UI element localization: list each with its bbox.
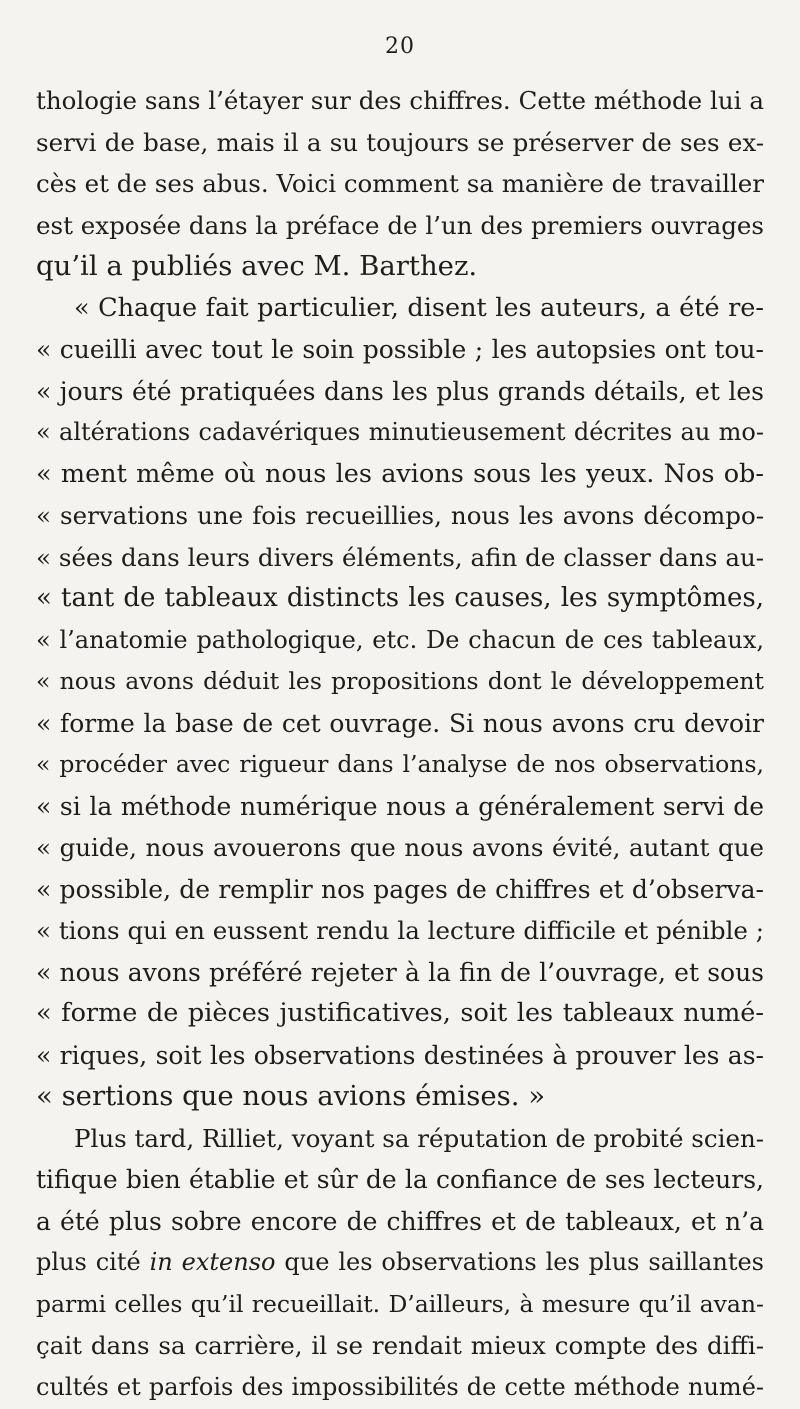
text-line: Plus tard, Rilliet, voyant sa réputation de probité scien- <box>74 1123 764 1153</box>
text-line: servi de base, mais il a su toujours se préserver de ses ex- <box>36 127 764 157</box>
text-line: parmi celles qu’il recueillait. D’ailleurs, à mesure qu’il avan- <box>36 1289 764 1318</box>
page-number: 20 <box>385 34 415 59</box>
text-line: est exposée dans la préface de l’un des premiers ouvrages <box>36 210 764 240</box>
text-line: « riques, soit les observations destinées à prouver les as- <box>36 1040 764 1070</box>
text-line: « guide, nous avouerons que nous avons évité, autant que <box>36 833 764 862</box>
text-line: « tant de tableaux distincts les causes, les symptômes, <box>36 583 764 613</box>
text-line: « forme la base de cet ouvrage. Si nous avons cru devoir <box>36 708 764 738</box>
text-line <box>36 1242 764 1284</box>
text-line: çait dans sa carrière, il se rendait mieux compte des diffi- <box>36 1331 764 1360</box>
text-line: « forme de pièces justificatives, soit les tableaux numé- <box>36 998 764 1028</box>
text-line: « Chaque fait particulier, disent les auteurs, a été re- <box>74 292 764 323</box>
text-line: « jours été pratiquées dans les plus grands détails, et les <box>36 376 764 406</box>
text-line: « procéder avec rigueur dans l’analyse de nos observations, <box>36 750 764 778</box>
text-line: « nous avons préféré rejeter à la fin de l’ouvrage, et sous <box>36 957 764 987</box>
text-line: cès et de ses abus. Voici comment sa manière de travailler <box>36 169 764 198</box>
text-line: « cueilli avec tout le soin possible ; les autopsies ont tou- <box>36 335 764 364</box>
text-line: « nous avons déduit les propositions dont le développement <box>36 667 764 695</box>
text-line: « si la méthode numérique nous a généralement servi de <box>36 791 764 821</box>
text-line: « servations une fois recueillies, nous les avons décompo- <box>36 501 764 530</box>
text-line: « sées dans leurs divers éléments, afin de classer dans au- <box>36 542 764 572</box>
text-line: tifique bien établie et sûr de la confiance de ses lecteurs, <box>36 1165 764 1194</box>
text-line: « ment même où nous les avions sous les yeux. Nos ob- <box>36 458 764 489</box>
text-line: qu’il a publiés avec M. Barthez. <box>36 250 478 282</box>
text-line: « tions qui en eussent rendu la lecture difficile et pénible ; <box>36 916 764 945</box>
italic-text: in extenso <box>149 1248 276 1276</box>
text-line: thologie sans l’étayer sur des chiffres. Cette méthode lui a <box>36 86 764 115</box>
text-span: plus cité <box>36 1248 150 1276</box>
text-line: « altérations cadavériques minutieusement décrites au mo- <box>36 418 764 446</box>
text-line: « l’anatomie pathologique, etc. De chacun de ces tableaux, <box>36 625 764 654</box>
text-line: cultés et parfois des impossibilités de cette méthode numé- <box>36 1372 764 1401</box>
body-text <box>36 80 764 1408</box>
text-line: « possible, de remplir nos pages de chiffres et d’observa- <box>36 874 764 904</box>
text-span: que les observations les plus saillantes <box>275 1248 764 1276</box>
text-line: a été plus sobre encore de chiffres et de tableaux, et n’a <box>36 1206 764 1236</box>
text-line: « sertions que nous avions émises. » <box>36 1080 546 1112</box>
